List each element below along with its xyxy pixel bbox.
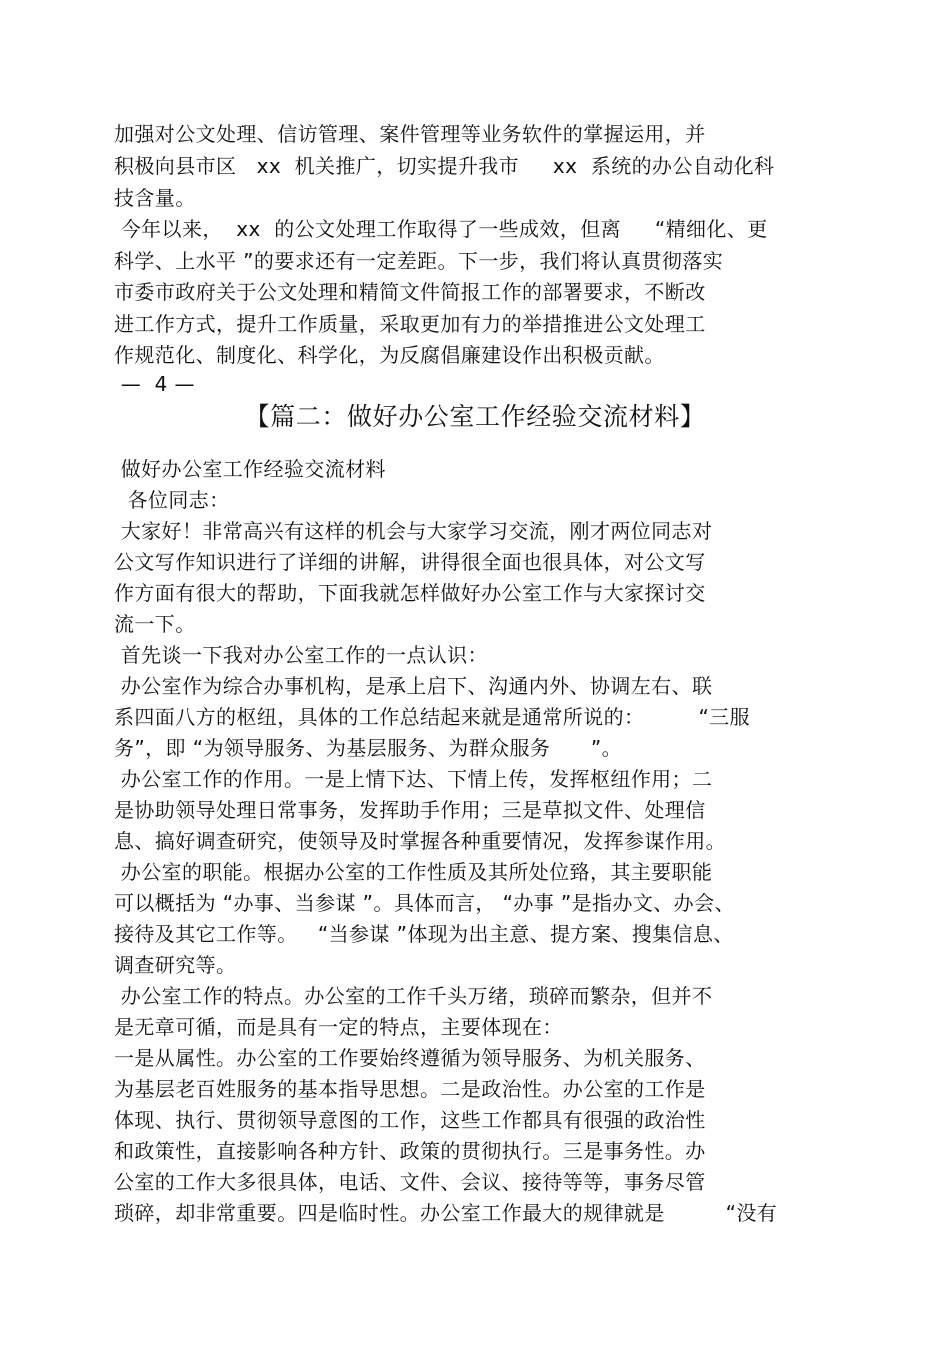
paragraph-line: 大家好！非常高兴有这样的机会与大家学习交流，刚才两位同志对: [114, 519, 713, 543]
paragraph-line: 接待及其它工作等。 “当参谋 ”体现为出主意、提方案、搜集信息、: [114, 922, 734, 946]
paragraph-line: 调查研究等。: [114, 953, 237, 977]
paragraph-line: 和政策性，直接影响各种方针、政策的贯彻执行。三是事务性。办: [114, 1139, 706, 1163]
paragraph-line: 市委市政府关于公文处理和精简文件简报工作的部署要求，不断改: [114, 280, 706, 304]
paragraph-line: 为基层老百姓服务的基本指导思想。二是政治性。办公室的工作是: [114, 1077, 706, 1101]
paragraph-line: 流一下。: [114, 612, 196, 636]
paragraph-line: 可以概括为 “办事、当参谋 ”。具体而言， “办事 ”是指办文、办会、: [114, 891, 735, 915]
paragraph-line: 办公室的职能。根据办公室的工作性质及其所处位臵，其主要职能: [114, 860, 713, 884]
paragraph-line: 作方面有很大的帮助，下面我就怎样做好办公室工作与大家探讨交: [114, 581, 706, 605]
page-number: — 4 —: [114, 372, 195, 396]
paragraph-line: 办公室工作的特点。办公室的工作千头万绪，琐碎而繁杂，但并不: [114, 984, 713, 1008]
section-heading: 【篇二：做好办公室工作经验交流材料】: [244, 402, 706, 431]
paragraph-line: 系四面八方的枢纽，具体的工作总结起来就是通常所说的： “三服: [114, 705, 751, 729]
paragraph-line: 科学、上水平 ”的要求还有一定差距。下一步，我们将认真贯彻落实: [114, 249, 724, 273]
paragraph-line: 今年以来， xx 的公文处理工作取得了一些成效，但离 “精细化、更: [114, 217, 768, 241]
paragraph-line: 办公室作为综合办事机构，是承上启下、沟通内外、协调左右、联: [114, 674, 713, 698]
paragraph-line: 加强对公文处理、信访管理、案件管理等业务软件的掌握运用，并: [114, 122, 706, 146]
paragraph-line: 一是从属性。办公室的工作要始终遵循为领导服务、为机关服务、: [114, 1046, 706, 1070]
paragraph-line: 技含量。: [114, 186, 196, 210]
paragraph-line: 各位同志：: [114, 488, 230, 512]
paragraph-line: 是无章可循，而是具有一定的特点，主要体现在：: [114, 1015, 563, 1039]
paragraph-line: 公室的工作大多很具体，电话、文件、会议、接待等等，事务尽管: [114, 1170, 706, 1194]
paragraph-line: 做好办公室工作经验交流材料: [114, 457, 386, 481]
paragraph-line: 是协助领导处理日常事务，发挥助手作用；三是草拟文件、处理信: [114, 798, 706, 822]
paragraph-line: 办公室工作的作用。一是上情下达、下情上传，发挥枢纽作用；二: [114, 767, 713, 791]
paragraph-line: 进工作方式，提升工作质量，采取更加有力的举措推进公文处理工: [114, 312, 706, 336]
paragraph-line: 务”，即 “为领导服务、为基层服务、为群众服务 ”。: [114, 736, 622, 760]
paragraph-line: 息、搞好调查研究，使领导及时掌握各种重要情况，发挥参谋作用。: [114, 829, 726, 853]
paragraph-line: 首先谈一下我对办公室工作的一点认识：: [114, 643, 488, 667]
paragraph-line: 体现、执行、贯彻领导意图的工作，这些工作都具有很强的政治性: [114, 1108, 706, 1132]
paragraph-line: 公文写作知识进行了详细的讲解，讲得很全面也很具体，对公文写: [114, 550, 706, 574]
paragraph-line: 积极向县市区 xx 机关推广，切实提升我市 xx 系统的办公自动化科: [114, 154, 775, 178]
paragraph-line: 作规范化、制度化、科学化，为反腐倡廉建设作出积极贡献。: [114, 343, 665, 367]
paragraph-line: 琐碎，却非常重要。四是临时性。办公室工作最大的规律就是 “没有: [114, 1201, 778, 1225]
